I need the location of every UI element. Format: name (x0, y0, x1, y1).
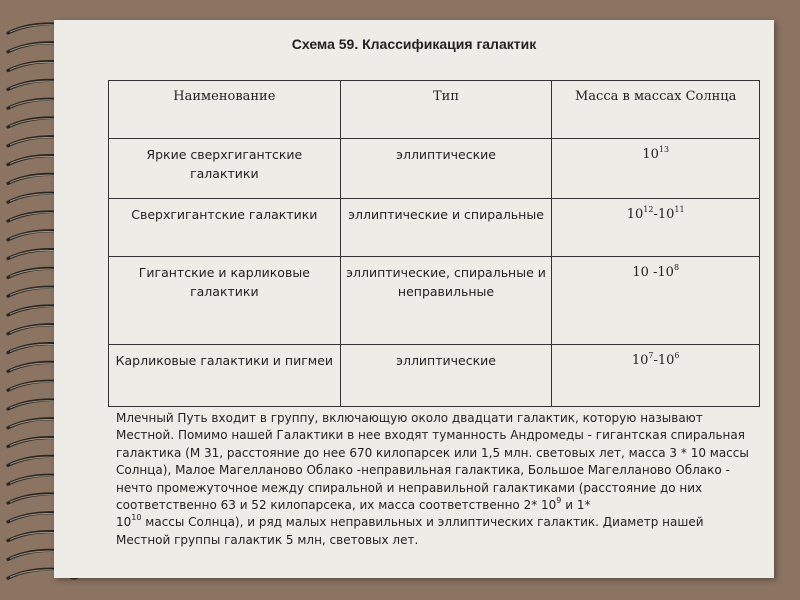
table-row (109, 139, 760, 199)
cell-mass: 10 $-10^8$ (552, 257, 760, 345)
table-header-row (109, 81, 760, 139)
cell-mass: $10^{13}$ (552, 139, 760, 199)
table-row (109, 345, 760, 407)
table-row (109, 199, 760, 257)
cell-mass: $10^{12}-10^{11}$ (552, 199, 760, 257)
cell-type: эллиптические (340, 345, 552, 407)
table-row (109, 257, 760, 345)
cell-name: Карликовые галактики и пигмеи (109, 345, 341, 407)
cell-mass: $10^7-10^6$ (552, 345, 760, 407)
cell-name: Сверхгигантские галактики (109, 199, 341, 257)
header-type: Тип (340, 81, 552, 139)
cell-type: эллиптические (340, 139, 552, 199)
galaxy-classification-table (108, 80, 760, 407)
cell-name: Гигантские и карликовые галактики (109, 257, 341, 345)
header-mass: Масса в массах Солнца (552, 81, 760, 139)
cell-type: эллиптические и спиральные (340, 199, 552, 257)
page-title: Схема 59. Классификация галактик (291, 36, 537, 52)
cell-name: Яркие сверхгигантские галактики (109, 139, 341, 199)
header-name: Наименование (109, 81, 341, 139)
cell-type: эллиптические, спиральные и неправильные (340, 257, 552, 345)
description-paragraph: Млечный Путь входит в группу, включающую около двадцати галактик, которую называют Местной. Помимо нашей Галактики в нее входят туманность Андромеды - гигантская спиральная галактика (М 31, расстояние до нее 670 килопарсек или 1,5 млн. световых лет, масса 3 * 10 массы Солнца), Малое Магелланово Облако -неправильная галактика, Большое Магелланово Облако - нечто промежуточное между спиральной и неправильной галактиками (расстояние до них соответственно 63 и 52 килопарсека, их масса соответственно 2* $10^9$ и 1* $10^{10}$ массы Солнца), и ряд малых неправильных и эллиптических галактик. Диаметр нашей Местной группы галактик 5 млн, световых лет. (116, 411, 749, 547)
